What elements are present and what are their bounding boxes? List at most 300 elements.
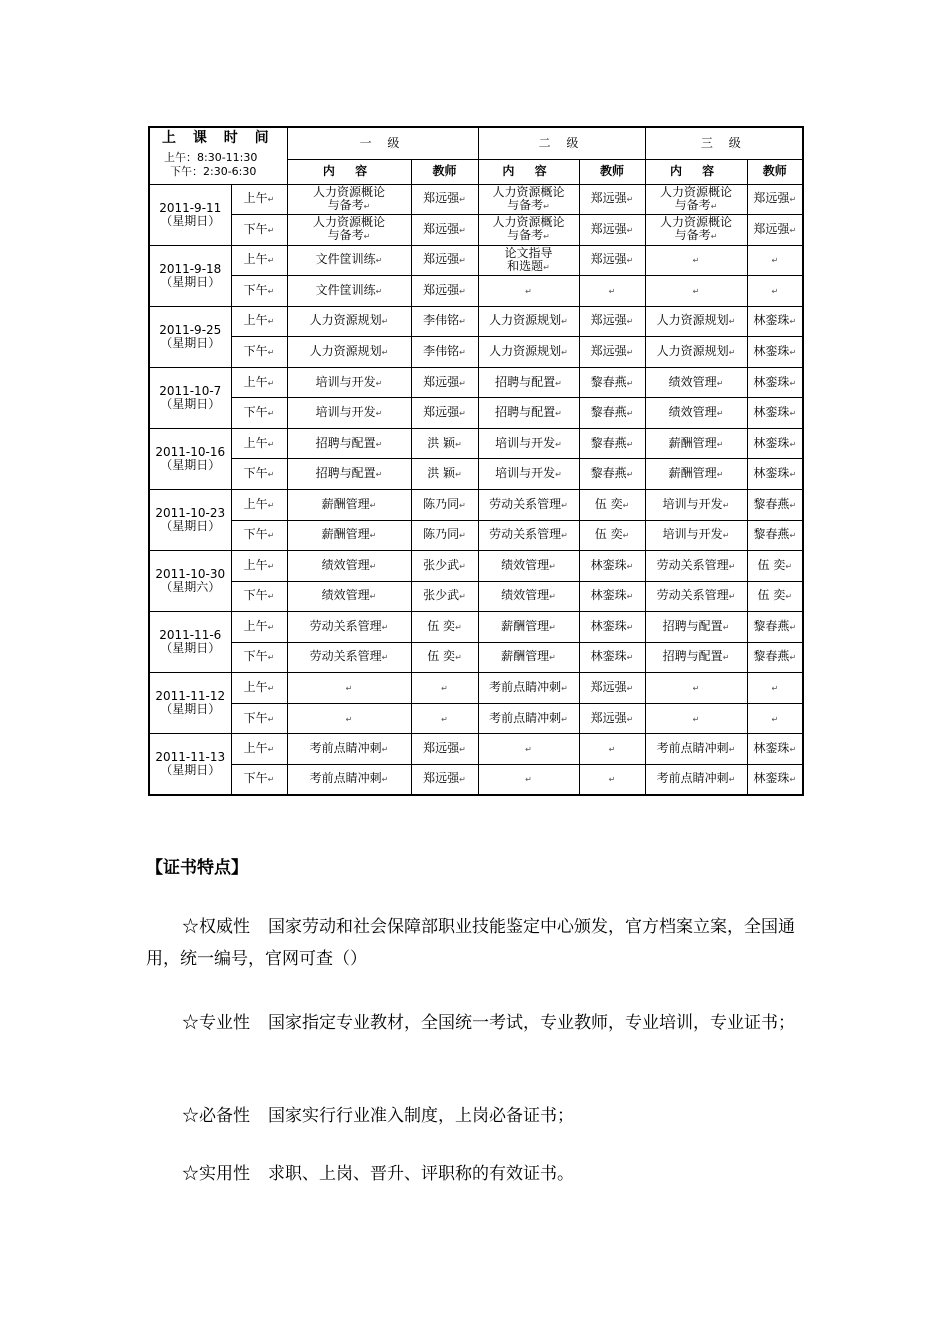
paragraph-mark: ↵ [267,286,275,296]
paragraph-mark: ↵ [369,500,377,510]
period-text: 上午 [243,252,268,267]
paragraph-mark: ↵ [722,531,730,541]
paragraph-mark: ↵ [459,286,466,296]
date-cell [149,184,231,245]
paragraph-mark: ↵ [459,592,466,602]
feature-text: 国家劳动和社会保障部职业技能鉴定中心颁发，官方档案立案，全国通用，统一编号，官网可查（） [146,917,795,969]
content-cell [287,459,411,490]
paragraph-mark: ↵ [785,592,793,602]
teacher-text: 郑远强 [423,405,460,420]
weekday-text: （星期日） [160,763,221,778]
content-text: 劳动关系管理 [309,649,382,664]
teacher-cell [579,184,645,215]
paragraph-mark: ↵ [622,500,630,510]
paragraph-mark: ↵ [459,500,466,510]
teacher-text: 伍 奕 [757,588,786,603]
schedule-row [149,612,803,643]
content-text: 考前点睛冲刺 [309,771,382,786]
feature-label: ☆权威性 [182,917,250,937]
paragraph-mark: ↵ [369,561,377,571]
paragraph-mark: ↵ [267,195,275,205]
period-text: 上午 [243,741,268,756]
teacher-cell [579,581,645,612]
period-text: 下午 [243,405,268,420]
content-cell [478,703,579,734]
schedule-row [149,367,803,398]
paragraph-mark: ↵ [789,622,797,632]
date-cell [149,612,231,673]
period-text: 下午 [243,771,268,786]
content-text: 劳动关系管理 [656,588,729,603]
schedule-row [149,520,803,551]
teacher-cell [411,337,478,368]
paragraph-mark: ↵ [267,409,275,419]
teacher-cell [747,581,803,612]
weekday-text: （星期日） [160,702,221,717]
schedule-row [149,459,803,490]
paragraph-mark: ↵ [267,256,275,266]
schedule-row [149,673,803,704]
period-cell [231,612,287,643]
paragraph-mark: ↵ [375,378,383,388]
schedule-row [149,764,803,795]
teacher-cell [579,489,645,520]
schedule-row [149,184,803,215]
content-cell [287,581,411,612]
content-text: 薪酬管理 [668,466,717,481]
teacher-text: 林銮珠 [590,649,627,664]
paragraph-mark: ↵ [555,409,562,419]
content-cell [645,367,747,398]
teacher-cell [579,703,645,734]
paragraph-mark: ↵ [267,531,275,541]
teacher-text: 林銮珠 [753,435,790,450]
paragraph-mark: ↵ [771,256,779,266]
paragraph-mark: ↵ [626,195,634,205]
date-text: 2011-10-16 [155,444,226,459]
paragraph-mark: ↵ [626,256,634,266]
content-text: 培训与开发 [495,466,556,481]
content-cell [478,459,579,490]
content-text: 人力资源概论 与备考 [660,184,733,212]
paragraph-mark: ↵ [626,317,634,327]
date-text: 2011-9-11 [159,200,222,215]
content-cell [287,367,411,398]
weekday-text: （星期日） [160,274,221,289]
paragraph-mark: ↵ [549,622,556,632]
content-text: 招聘与配置 [315,435,376,450]
teacher-cell [747,337,803,368]
teacher-cell [411,245,478,276]
paragraph-mark: ↵ [375,439,383,449]
period-text: 下午 [243,588,268,603]
date-cell [149,367,231,428]
teacher-cell [747,551,803,582]
paragraph-mark: ↵ [555,378,562,388]
teacher-text: 林銮珠 [753,374,790,389]
weekday-text: （星期日） [160,457,221,472]
feature-text: 国家实行行业准入制度，上岗必备证书； [268,1106,574,1126]
paragraph-mark: ↵ [716,470,724,480]
period-text: 上午 [243,435,268,450]
teacher-cell [747,764,803,795]
paragraph-mark: ↵ [789,225,797,235]
teacher-text: 黎春燕 [753,649,790,664]
paragraph-mark: ↵ [626,653,634,663]
teacher-header: 教师 [579,160,645,184]
content-text: 论文指导 和选题 [504,245,553,273]
paragraph-mark: ↵ [555,439,562,449]
teacher-text: 郑远强 [590,313,627,328]
paragraph-mark: ↵ [561,500,568,510]
content-text: 人力资源概论 与备考 [312,184,385,212]
content-cell [478,764,579,795]
paragraph-mark: ↵ [543,262,550,272]
date-cell [149,306,231,367]
teacher-text: 黎春燕 [753,496,790,511]
teacher-cell [579,398,645,429]
feature-label: ☆实用性 [182,1164,250,1184]
content-cell [478,520,579,551]
content-cell [645,184,747,215]
pm-time: 下午：2:30-6:30 [170,165,257,178]
content-text: 劳动关系管理 [656,557,729,572]
schedule-row [149,734,803,765]
teacher-text: 黎春燕 [590,435,627,450]
content-cell [645,245,747,276]
level-2-header: 二 级 [478,127,645,160]
date-text: 2011-11-6 [159,628,222,643]
paragraph-mark: ↵ [363,232,371,242]
teacher-text: 伍 奕 [594,496,623,511]
date-cell [149,551,231,612]
paragraph-mark: ↵ [626,622,634,632]
content-cell [645,764,747,795]
content-cell [645,398,747,429]
teacher-text: 黎春燕 [590,374,627,389]
feature-text: 求职、上岗、晋升、评职称的有效证书。 [268,1164,574,1184]
paragraph-mark: ↵ [789,745,797,755]
paragraph-mark: ↵ [626,592,634,602]
content-text: 招聘与配置 [495,374,556,389]
teacher-text: 伍 奕 [757,557,786,572]
teacher-text: 伍 奕 [427,649,456,664]
paragraph-mark: ↵ [381,622,389,632]
paragraph-mark: ↵ [375,286,383,296]
teacher-cell [579,520,645,551]
teacher-text: 郑远强 [590,680,627,695]
paragraph-mark: ↵ [716,439,724,449]
teacher-cell [747,184,803,215]
content-text: 考前点睛冲刺 [489,710,562,725]
paragraph-mark: ↵ [722,500,730,510]
content-cell [478,398,579,429]
content-text: 人力资源概论 与备考 [492,184,565,212]
teacher-cell [411,703,478,734]
date-text: 2011-10-30 [155,567,226,582]
paragraph-mark: ↵ [369,531,377,541]
paragraph-mark: ↵ [728,348,736,358]
period-cell [231,551,287,582]
weekday-text: （星期日） [160,396,221,411]
paragraph-mark: ↵ [789,653,797,663]
paragraph-mark: ↵ [626,684,634,694]
period-text: 下午 [243,221,268,236]
period-cell [231,459,287,490]
teacher-text: 伍 奕 [594,527,623,542]
content-cell [478,184,579,215]
content-cell [478,489,579,520]
teacher-cell [579,306,645,337]
teacher-cell [411,642,478,673]
paragraph-mark: ↵ [728,592,736,602]
paragraph-mark: ↵ [375,470,383,480]
paragraph-mark: ↵ [459,195,466,205]
paragraph-mark: ↵ [789,348,797,358]
paragraph-mark: ↵ [789,409,797,419]
paragraph-mark: ↵ [267,684,275,694]
teacher-cell [411,764,478,795]
content-text: 招聘与配置 [662,618,723,633]
paragraph-mark: ↵ [728,561,736,571]
paragraph-mark: ↵ [381,653,389,663]
teacher-text: 洪 颖 [427,435,456,450]
teacher-text: 林銮珠 [753,741,790,756]
paragraph-mark: ↵ [345,684,353,694]
content-text: 薪酬管理 [321,496,370,511]
period-cell [231,581,287,612]
content-cell [287,184,411,215]
paragraph-mark: ↵ [525,286,532,296]
teacher-cell [747,459,803,490]
teacher-text: 林銮珠 [753,771,790,786]
paragraph-mark: ↵ [561,531,568,541]
date-cell [149,673,231,734]
paragraph-mark: ↵ [549,592,556,602]
paragraph-mark: ↵ [626,378,634,388]
content-text: 招聘与配置 [662,649,723,664]
weekday-text: （星期日） [160,519,221,534]
content-text: 薪酬管理 [501,649,550,664]
content-cell [645,276,747,307]
teacher-cell [747,306,803,337]
teacher-cell [411,673,478,704]
content-cell [287,673,411,704]
period-text: 上午 [243,618,268,633]
content-text: 绩效管理 [668,405,717,420]
paragraph-mark: ↵ [455,653,462,663]
teacher-text: 李伟铭 [423,313,460,328]
date-cell [149,428,231,489]
paragraph-mark: ↵ [455,470,462,480]
paragraph-mark: ↵ [785,561,793,571]
teacher-cell [411,428,478,459]
paragraph-mark: ↵ [345,714,353,724]
feature-label: ☆专业性 [182,1013,250,1033]
paragraph-mark: ↵ [722,622,730,632]
paragraph-mark: ↵ [459,378,466,388]
paragraph-mark: ↵ [525,775,532,785]
content-text: 考前点睛冲刺 [656,771,729,786]
paragraph-mark: ↵ [626,714,634,724]
paragraph-mark: ↵ [728,745,736,755]
time-title: 上 课 时 间 [162,130,275,146]
content-text: 培训与开发 [495,435,556,450]
paragraph-mark: ↵ [267,470,275,480]
teacher-cell [579,245,645,276]
paragraph-mark: ↵ [455,439,462,449]
period-cell [231,520,287,551]
teacher-cell [579,673,645,704]
teacher-cell [411,612,478,643]
teacher-text: 林銮珠 [753,466,790,481]
paragraph-mark: ↵ [381,348,389,358]
teacher-cell [747,703,803,734]
content-text: 人力资源规划 [309,313,382,328]
content-text: 培训与开发 [662,496,723,511]
paragraph-mark: ↵ [555,470,562,480]
content-cell [287,306,411,337]
paragraph-mark: ↵ [789,470,797,480]
teacher-cell [411,398,478,429]
paragraph-mark: ↵ [789,378,797,388]
teacher-cell [747,428,803,459]
paragraph-mark: ↵ [692,256,700,266]
paragraph-mark: ↵ [267,348,275,358]
time-header-cell [149,127,287,184]
content-cell [287,520,411,551]
period-cell [231,215,287,246]
period-cell [231,398,287,429]
period-cell [231,489,287,520]
feature-label: ☆必备性 [182,1106,250,1126]
content-cell [287,398,411,429]
schedule-row [149,276,803,307]
period-text: 上午 [243,313,268,328]
paragraph-mark: ↵ [459,225,466,235]
content-text: 绩效管理 [321,557,370,572]
paragraph-mark: ↵ [692,684,700,694]
content-text: 绩效管理 [501,557,550,572]
content-cell [645,673,747,704]
content-cell [645,306,747,337]
paragraph-mark: ↵ [267,653,275,663]
content-text: 绩效管理 [501,588,550,603]
am-time: 上午：8:30-11:30 [164,151,258,164]
teacher-cell [579,734,645,765]
content-cell [645,459,747,490]
period-text: 下午 [243,466,268,481]
content-cell [478,276,579,307]
content-cell [645,581,747,612]
teacher-cell [411,520,478,551]
paragraph-mark: ↵ [626,439,634,449]
content-cell [478,734,579,765]
content-text: 考前点睛冲刺 [309,741,382,756]
paragraph-mark: ↵ [459,745,466,755]
period-text: 上午 [243,496,268,511]
schedule-row [149,337,803,368]
period-cell [231,337,287,368]
paragraph-mark: ↵ [459,409,466,419]
teacher-cell [411,489,478,520]
teacher-text: 郑远强 [753,221,790,236]
content-cell [478,428,579,459]
content-cell [287,245,411,276]
teacher-cell [747,367,803,398]
content-text: 劳动关系管理 [309,618,382,633]
period-cell [231,276,287,307]
paragraph-mark: ↵ [459,348,466,358]
teacher-text: 林銮珠 [753,405,790,420]
content-text: 考前点睛冲刺 [656,741,729,756]
content-text: 人力资源规划 [489,313,562,328]
teacher-cell [411,734,478,765]
teacher-cell [411,276,478,307]
teacher-text: 陈乃同 [423,496,460,511]
content-text: 培训与开发 [315,374,376,389]
content-text: 劳动关系管理 [489,496,562,511]
content-cell [287,276,411,307]
content-header: 内 容 [287,160,411,184]
teacher-cell [579,337,645,368]
paragraph-mark: ↵ [771,714,779,724]
teacher-cell [579,367,645,398]
content-header: 内 容 [478,160,579,184]
content-text: 人力资源概论 与备考 [660,215,733,243]
paragraph-mark: ↵ [561,348,568,358]
content-cell [287,764,411,795]
teacher-cell [411,581,478,612]
teacher-text: 林銮珠 [753,313,790,328]
paragraph-mark: ↵ [267,225,275,235]
content-text: 培训与开发 [315,405,376,420]
teacher-cell [747,398,803,429]
content-cell [478,642,579,673]
teacher-cell [579,459,645,490]
teacher-text: 黎春燕 [590,405,627,420]
teacher-text: 张少武 [423,588,460,603]
teacher-cell [579,215,645,246]
paragraph-mark: ↵ [710,232,718,242]
content-cell [287,734,411,765]
content-cell [287,215,411,246]
content-cell [645,642,747,673]
content-text: 文件筐训练 [315,252,376,267]
schedule-row [149,245,803,276]
teacher-text: 林銮珠 [590,557,627,572]
content-cell [645,337,747,368]
schedule-row [149,215,803,246]
schedule-row [149,703,803,734]
paragraph-mark: ↵ [267,622,275,632]
period-cell [231,367,287,398]
paragraph-mark: ↵ [789,195,797,205]
content-cell [478,337,579,368]
teacher-text: 郑远强 [423,252,460,267]
teacher-cell [411,459,478,490]
teacher-text: 郑远强 [590,710,627,725]
content-text: 人力资源概论 与备考 [492,215,565,243]
teacher-cell [747,276,803,307]
content-cell [478,581,579,612]
period-cell [231,184,287,215]
teacher-text: 郑远强 [423,741,460,756]
content-text: 薪酬管理 [668,435,717,450]
teacher-cell [747,489,803,520]
paragraph-mark: ↵ [626,348,634,358]
content-cell [478,367,579,398]
